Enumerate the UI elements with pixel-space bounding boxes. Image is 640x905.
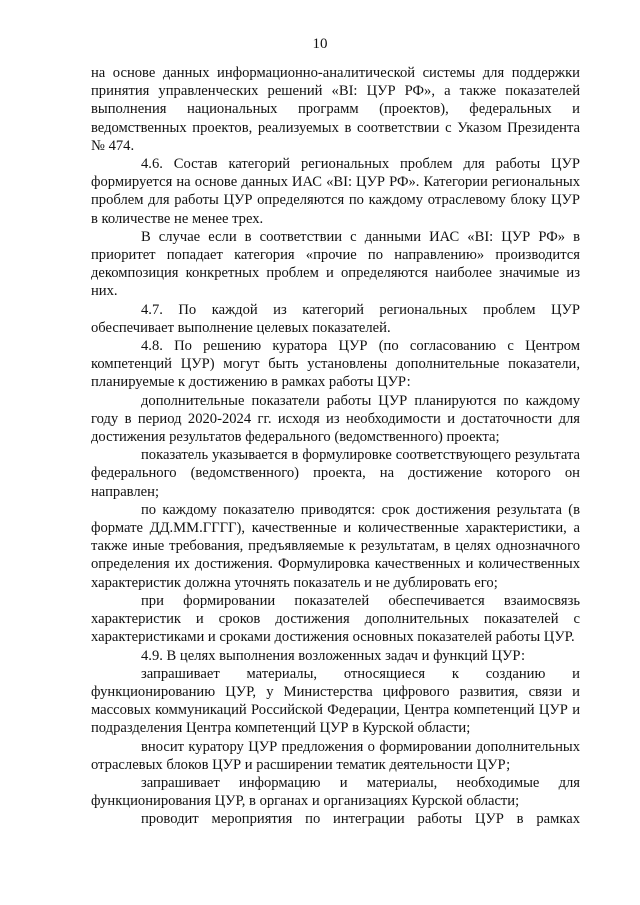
list-item: вносит куратору ЦУР предложения о формировании дополнительных отраслевых блоков ЦУР и расширении тематик деятельности ЦУР; — [91, 738, 580, 773]
paragraph: В случае если в соответствии с данными ИАС «BI: ЦУР РФ» в приоритет попадает категория «прочие по направлению» производится декомпозиция конкретных проблем и определяются наиболее значимые из них. — [91, 228, 580, 300]
list-item: при формировании показателей обеспечивается взаимосвязь характеристик и сроков достижения дополнительных показателей с характеристиками и сроками достижения основных показателей работы ЦУР. — [91, 592, 580, 646]
page-number: 10 — [312, 36, 328, 52]
list-item: проводит мероприятия по интеграции работы ЦУР в рамках — [141, 811, 580, 828]
paragraph-section-4-9: 4.9. В целях выполнения возложенных задач и функций ЦУР: — [141, 647, 526, 664]
paragraph-section-4-8: 4.8. По решению куратора ЦУР (по согласованию с Центром компетенций ЦУР) могут быть установлены дополнительные показатели, планируемые к достижению в рамках работы ЦУР: — [91, 338, 580, 391]
paragraph: на основе данных информационно-аналитической системы для поддержки принятия управленческих решений «BI: ЦУР РФ», а также показателей выполнения национальных программ (проектов), федеральных и ведомственных проектов, реализуемых в соответствии с Указом Президента № 474. — [91, 65, 580, 154]
list-item: дополнительные показатели работы ЦУР планируются по каждому году в период 2020-2024 гг. исходя из необходимости и достаточности для достижения результатов федерального (ведомственного) проекта; — [91, 392, 580, 446]
document-body — [91, 64, 580, 829]
paragraph-section-4-6: 4.6. Состав категорий региональных проблем для работы ЦУР формируется на основе данных ИАС «BI: ЦУР РФ». Категории региональных проблем для работы ЦУР определяются по каждому отраслевому блоку ЦУР в количестве не менее трех. — [91, 156, 580, 227]
list-item: по каждому показателю приводятся: срок достижения результата (в формате ДД.ММ.ГГГГ), качественные и количественные характеристики, а также иные требования, предъявляемые к результатам, в целях однозначного определения их достижения. Формулировка качественных и количественных характеристик должна уточнять показатель и не дублировать его; — [91, 501, 580, 591]
paragraph-section-4-7: 4.7. По каждой из категорий региональных проблем ЦУР обеспечивает выполнение целевых показателей. — [91, 301, 580, 336]
list-item: запрашивает информацию и материалы, необходимые для функционирования ЦУР, в органах и организациях Курской области; — [91, 774, 580, 810]
list-item: показатель указывается в формулировке соответствующего результата федерального (ведомственного) проекта, на достижение которого он направлен; — [91, 447, 580, 500]
list-item: запрашивает материалы, относящиеся к созданию и функционированию ЦУР, у Министерства цифрового развития, связи и массовых коммуникаций Российской Федерации, Центра компетенций ЦУР и подразделения Центра компетенций ЦУР в Курской области; — [91, 665, 580, 737]
